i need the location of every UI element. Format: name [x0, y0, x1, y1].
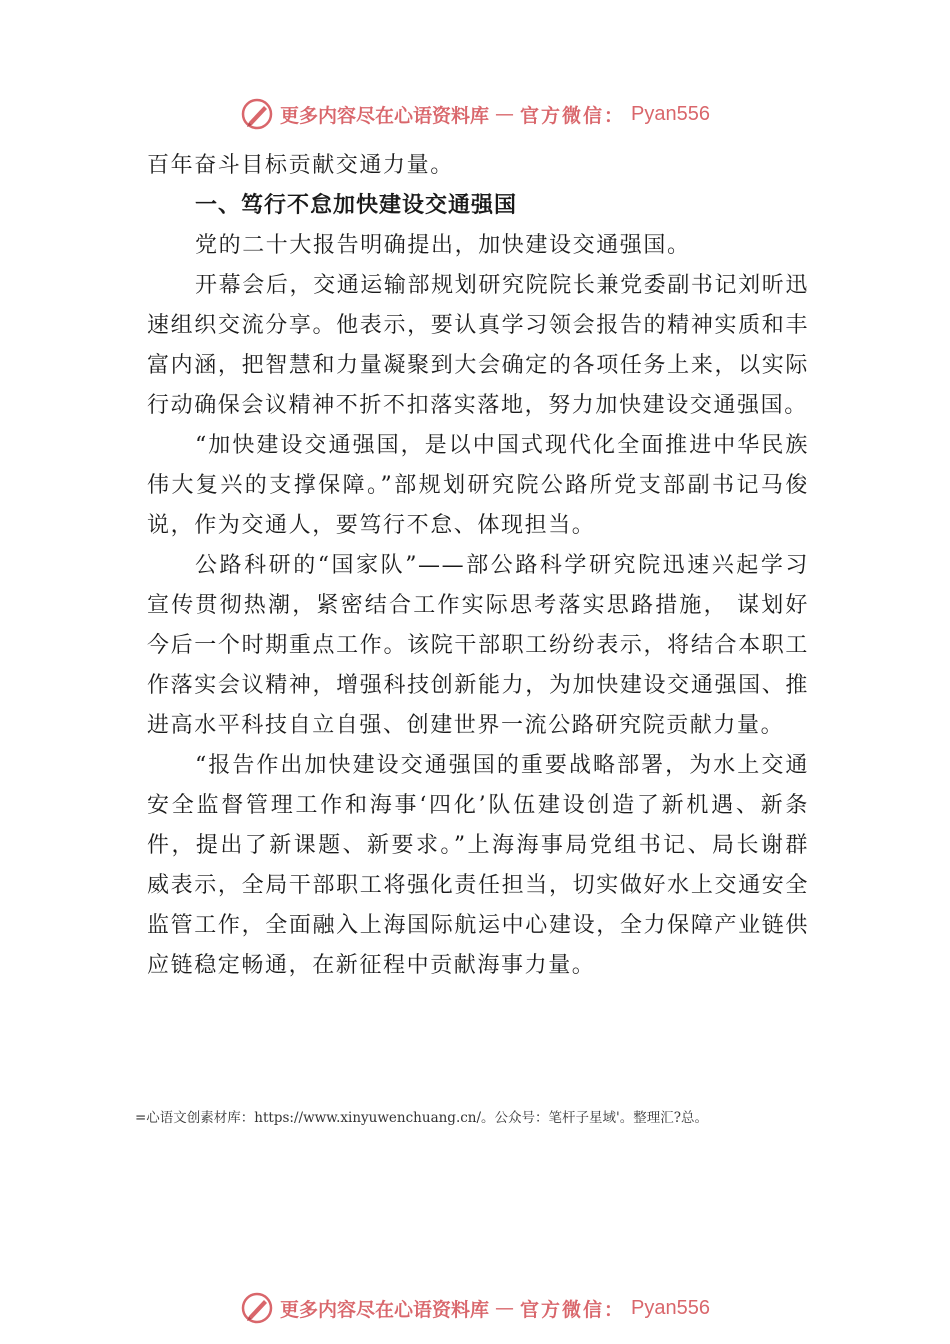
- paragraph-1: 党的二十大报告明确提出，加快建设交通强国。: [195, 233, 691, 258]
- watermark-wechat-id: Pyan556: [631, 1296, 710, 1319]
- pen-logo-icon: [240, 1291, 274, 1325]
- watermark-dash: —: [495, 1297, 515, 1319]
- paragraph-4: 公路科研的“国家队”——部公路科学研究院迅速兴起学习宣传贯彻热潮，紧密结合工作实际思考落实思路措施， 谋划好今后一个时期重点工作。该院干部职工纷纷表示，将结合本职工作落实会议精神，增强科技创新能力，为加快建设交通强国、推进高水平科技自立自强、创建世界一流公路研究院贡献力量。: [147, 553, 809, 738]
- watermark-dash: —: [495, 103, 515, 125]
- header-watermark: [0, 94, 950, 134]
- watermark-wechat-label: 官方微信：: [520, 1298, 626, 1321]
- document-body: [147, 146, 809, 986]
- pen-logo-icon: [240, 97, 274, 131]
- footer-watermark: [0, 1288, 950, 1328]
- section-heading: 一、笃行不怠加快建设交通强国: [195, 193, 518, 218]
- watermark-main-text: 更多内容尽在心语资料库: [280, 1298, 490, 1321]
- continued-line: 百年奋斗目标贡献交通力量。: [147, 153, 454, 178]
- source-footnote: =心语文创素材库：https://www.xinyuwenchuang.cn/。公众号：笔杆子星域'。整理汇?总。: [135, 1110, 708, 1126]
- paragraph-5: “报告作出加快建设交通强国的重要战略部署，为水上交通安全监督管理工作和海事‘四化’队伍建设创造了新机遇、新条件，提出了新课题、新要求。”上海海事局党组书记、局长谢群威表示，全局干部职工将强化责任担当，切实做好水上交通安全监管工作，全面融入上海国际航运中心建设，全力保障产业链供应链稳定畅通，在新征程中贡献海事力量。: [147, 753, 809, 978]
- paragraph-2: 开幕会后，交通运输部规划研究院院长兼党委副书记刘昕迅速组织交流分享。他表示，要认真学习领会报告的精神实质和丰富内涵，把智慧和力量凝聚到大会确定的各项任务上来，以实际行动确保会议精神不折不扣落实落地，努力加快建设交通强国。: [147, 273, 809, 418]
- watermark-main-text: 更多内容尽在心语资料库: [280, 104, 490, 127]
- watermark-wechat-label: 官方微信：: [520, 104, 626, 127]
- paragraph-3: “加快建设交通强国，是以中国式现代化全面推进中华民族伟大复兴的支撑保障。”部规划研究院公路所党支部副书记马俊说，作为交通人，要笃行不怠、体现担当。: [147, 433, 809, 538]
- watermark-wechat-id: Pyan556: [631, 102, 710, 125]
